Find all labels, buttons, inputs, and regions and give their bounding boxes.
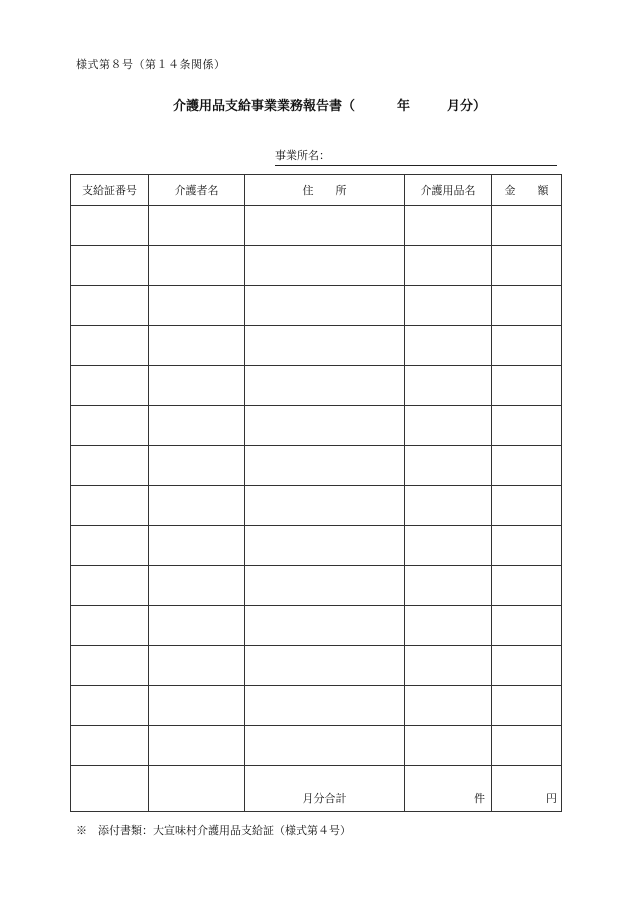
cell-item-name bbox=[405, 526, 492, 566]
cell-caregiver-name bbox=[149, 206, 245, 246]
cell-caregiver-name bbox=[149, 246, 245, 286]
total-row bbox=[71, 766, 562, 812]
cell-certificate-number bbox=[71, 646, 149, 686]
table-row bbox=[71, 566, 562, 606]
cell-address bbox=[245, 486, 405, 526]
table-row bbox=[71, 526, 562, 566]
total-amount-unit: 円 bbox=[492, 766, 562, 812]
cell-certificate-number bbox=[71, 486, 149, 526]
cell-amount bbox=[492, 286, 562, 326]
header-item-name: 介護用品名 bbox=[405, 175, 492, 206]
cell-amount bbox=[492, 686, 562, 726]
title-main: 介護用品支給事業業務報告書（ bbox=[173, 99, 356, 114]
cell-item-name bbox=[405, 286, 492, 326]
cell-item-name bbox=[405, 566, 492, 606]
cell-caregiver-name bbox=[149, 326, 245, 366]
report-table bbox=[70, 174, 562, 812]
cell-amount bbox=[492, 526, 562, 566]
form-number: 様式第８号（第１４条関係） bbox=[76, 58, 226, 71]
header-amount: 金 額 bbox=[492, 175, 562, 206]
cell-caregiver-name bbox=[149, 486, 245, 526]
cell-address bbox=[245, 286, 405, 326]
total-count-unit: 件 bbox=[405, 766, 492, 812]
cell-amount bbox=[492, 246, 562, 286]
cell-certificate-number bbox=[71, 406, 149, 446]
cell-caregiver-name bbox=[149, 566, 245, 606]
cell-address bbox=[245, 446, 405, 486]
cell-certificate-number bbox=[71, 326, 149, 366]
cell-item-name bbox=[405, 326, 492, 366]
title-year-suffix: 年 bbox=[397, 99, 411, 114]
cell-caregiver-name bbox=[149, 286, 245, 326]
cell-caregiver-name bbox=[149, 686, 245, 726]
total-cell-empty bbox=[71, 766, 149, 812]
table-row bbox=[71, 486, 562, 526]
cell-address bbox=[245, 246, 405, 286]
cell-address bbox=[245, 366, 405, 406]
cell-address bbox=[245, 606, 405, 646]
cell-certificate-number bbox=[71, 246, 149, 286]
cell-amount bbox=[492, 566, 562, 606]
cell-caregiver-name bbox=[149, 606, 245, 646]
table-header-row bbox=[71, 175, 562, 206]
office-name-field bbox=[275, 147, 557, 166]
cell-item-name bbox=[405, 406, 492, 446]
cell-certificate-number bbox=[71, 526, 149, 566]
cell-item-name bbox=[405, 606, 492, 646]
table-row bbox=[71, 726, 562, 766]
cell-certificate-number bbox=[71, 286, 149, 326]
cell-address bbox=[245, 646, 405, 686]
table-row bbox=[71, 206, 562, 246]
office-label: 事業所名： bbox=[275, 149, 330, 162]
cell-caregiver-name bbox=[149, 446, 245, 486]
cell-certificate-number bbox=[71, 566, 149, 606]
cell-amount bbox=[492, 206, 562, 246]
cell-item-name bbox=[405, 366, 492, 406]
cell-certificate-number bbox=[71, 366, 149, 406]
cell-item-name bbox=[405, 206, 492, 246]
header-address: 住 所 bbox=[245, 175, 405, 206]
table-row bbox=[71, 606, 562, 646]
cell-address bbox=[245, 406, 405, 446]
header-caregiver-name: 介護者名 bbox=[149, 175, 245, 206]
cell-certificate-number bbox=[71, 606, 149, 646]
cell-amount bbox=[492, 366, 562, 406]
cell-address bbox=[245, 326, 405, 366]
cell-address bbox=[245, 566, 405, 606]
cell-item-name bbox=[405, 726, 492, 766]
cell-amount bbox=[492, 726, 562, 766]
cell-caregiver-name bbox=[149, 406, 245, 446]
cell-amount bbox=[492, 446, 562, 486]
total-label: 月分合計 bbox=[245, 766, 405, 812]
cell-item-name bbox=[405, 646, 492, 686]
cell-certificate-number bbox=[71, 446, 149, 486]
cell-caregiver-name bbox=[149, 726, 245, 766]
attachment-note: ※ 添付書類：大宣味村介護用品支給証（様式第４号） bbox=[76, 824, 351, 837]
cell-address bbox=[245, 726, 405, 766]
cell-certificate-number bbox=[71, 206, 149, 246]
cell-item-name bbox=[405, 246, 492, 286]
cell-item-name bbox=[405, 486, 492, 526]
cell-item-name bbox=[405, 686, 492, 726]
table-row bbox=[71, 406, 562, 446]
title-month-suffix: 月分） bbox=[447, 99, 487, 114]
total-cell-empty bbox=[149, 766, 245, 812]
cell-amount bbox=[492, 326, 562, 366]
table-row bbox=[71, 646, 562, 686]
cell-address bbox=[245, 686, 405, 726]
cell-amount bbox=[492, 406, 562, 446]
table-row bbox=[71, 686, 562, 726]
cell-caregiver-name bbox=[149, 366, 245, 406]
cell-certificate-number bbox=[71, 686, 149, 726]
table-row bbox=[71, 286, 562, 326]
cell-caregiver-name bbox=[149, 646, 245, 686]
cell-item-name bbox=[405, 446, 492, 486]
cell-amount bbox=[492, 606, 562, 646]
cell-amount bbox=[492, 646, 562, 686]
table-row bbox=[71, 246, 562, 286]
table-row bbox=[71, 326, 562, 366]
header-certificate-number: 支給証番号 bbox=[71, 175, 149, 206]
cell-address bbox=[245, 206, 405, 246]
table-row bbox=[71, 366, 562, 406]
cell-address bbox=[245, 526, 405, 566]
table-row bbox=[71, 446, 562, 486]
cell-certificate-number bbox=[71, 726, 149, 766]
cell-caregiver-name bbox=[149, 526, 245, 566]
cell-amount bbox=[492, 486, 562, 526]
